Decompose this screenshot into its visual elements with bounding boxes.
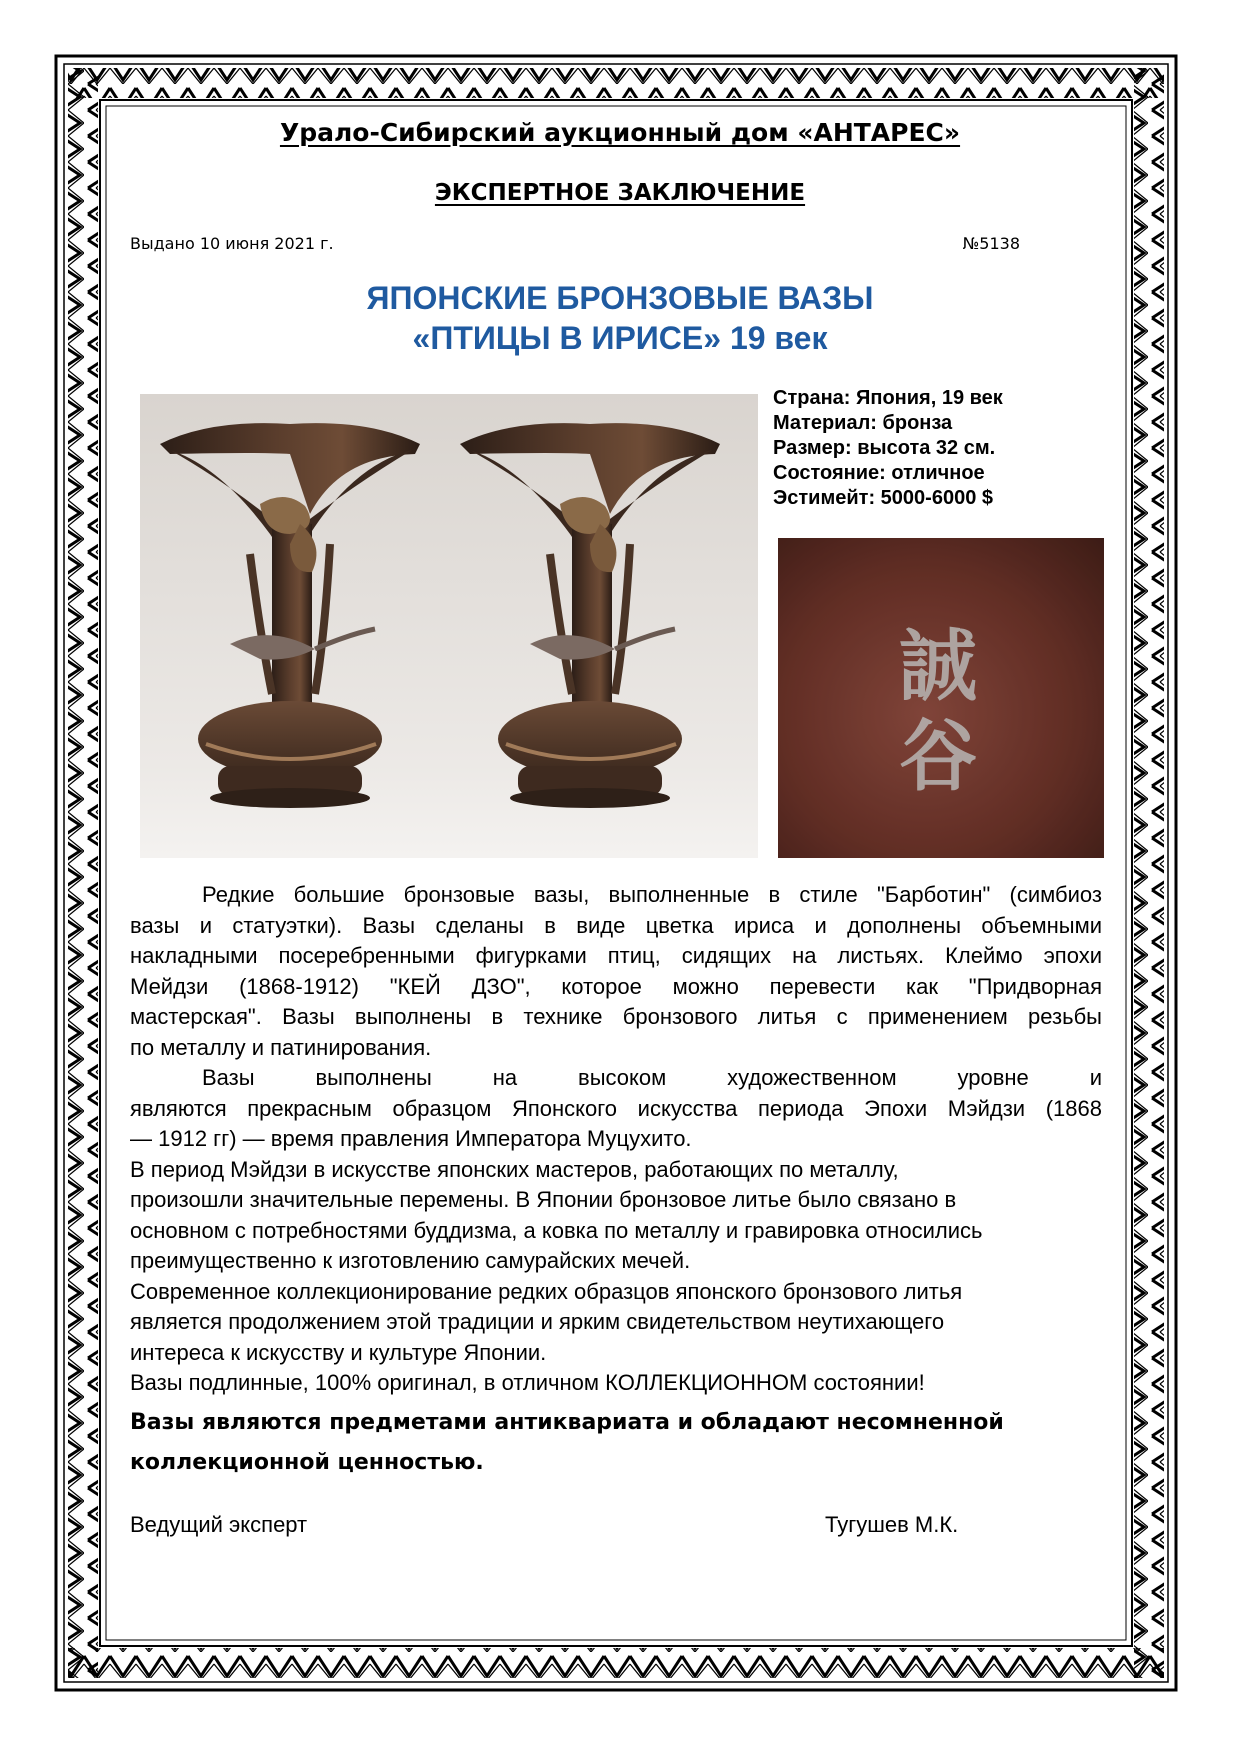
- makers-mark-photo: [778, 538, 1104, 858]
- p6-line-2: коллекционной ценностью.: [130, 1449, 484, 1475]
- p4-line-3: интереса к искусству и культуре Японии.: [130, 1339, 547, 1365]
- mark-glyph-2: 谷: [898, 712, 978, 802]
- p6-bold-statement: [130, 1403, 1102, 1483]
- p3-line-2: произошли значительные перемены. В Японии бронзовое литье было связано в: [130, 1187, 957, 1212]
- expert-role: Ведущий эксперт: [130, 1512, 308, 1537]
- spec-estimate: Эстимейт: 5000-6000 $: [773, 487, 993, 509]
- certificate-body: [130, 880, 1102, 1483]
- mark-glyph-1: 誠: [898, 622, 978, 712]
- p3-line-1: В период Мэйдзи в искусстве японских мастеров, работающих по металлу,: [130, 1156, 899, 1182]
- p2-line-2: являются прекрасным образцом Японского искусства периода Эпохи Мэйдзи (1868: [130, 1095, 1102, 1121]
- spec-size: Размер: высота 32 см.: [773, 437, 996, 459]
- p1-line-1: Редкие большие бронзовые вазы, выполненные в стиле "Барботин" (симбиоз: [202, 882, 1102, 907]
- p3-line-4: преимущественно к изготовлению самурайских мечей.: [130, 1248, 691, 1273]
- vases-photo: [140, 394, 758, 858]
- organization-name: Урало-Сибирский аукционный дом «АНТАРЕС»: [279, 118, 961, 147]
- paragraph-1: [130, 880, 1102, 1033]
- p1-line-4: Мейдзи (1868-1912) "КЕЙ ДЗО", которое можно перевести как "Придворная: [130, 973, 1102, 999]
- expert-name: Тугушев М.К.: [825, 1512, 959, 1537]
- lot-title-line-1: ЯПОНСКИЕ БРОНЗОВЫЕ ВАЗЫ: [366, 280, 874, 316]
- spec-condition: Состояние: отличное: [773, 462, 985, 484]
- p3-line-3: основном с потребностями буддизма, а ковка по металлу и гравировка относились: [130, 1217, 983, 1243]
- p1-line-3: накладными посеребренными фигурками птиц, сидящих на листьях. Клеймо эпохи: [130, 943, 1102, 968]
- document-type: ЭКСПЕРТНОЕ ЗАКЛЮЧЕНИЕ: [434, 180, 806, 206]
- spec-material: Материал: бронза: [773, 412, 953, 434]
- lot-specifications: [773, 386, 1003, 511]
- p6-line-1: Вазы являются предметами антиквариата и обладают несомненной: [130, 1409, 1004, 1435]
- spec-country: Страна: Япония, 19 век: [773, 387, 1003, 409]
- p5-line-1: Вазы подлинные, 100% оригинал, в отличном КОЛЛЕКЦИОННОМ состоянии!: [130, 1370, 925, 1395]
- certificate-number: №5138: [962, 234, 1020, 253]
- p4-line-2: является продолжением этой традиции и ярким свидетельством неутихающего: [130, 1309, 945, 1334]
- p2-line-1: Вазы выполнены на высоком художественном уровне и: [202, 1065, 1102, 1090]
- p1-line-6: по металлу и патинирования.: [130, 1034, 432, 1060]
- lot-title-line-2: «ПТИЦЫ В ИРИСЕ» 19 век: [412, 320, 828, 356]
- p1-line-2: вазы и статуэтки). Вазы сделаны в виде цветка ириса и дополнены объемными: [130, 912, 1102, 938]
- p2-line-3: — 1912 гг) — время правления Императора Муцухито.: [130, 1126, 692, 1151]
- issue-date: Выдано 10 июня 2021 г.: [130, 234, 334, 253]
- p1-line-5: мастерская". Вазы выполнены в технике бронзового литья с применением резьбы: [130, 1004, 1102, 1029]
- p4-line-1: Современное коллекционирование редких образцов японского бронзового литья: [130, 1278, 963, 1304]
